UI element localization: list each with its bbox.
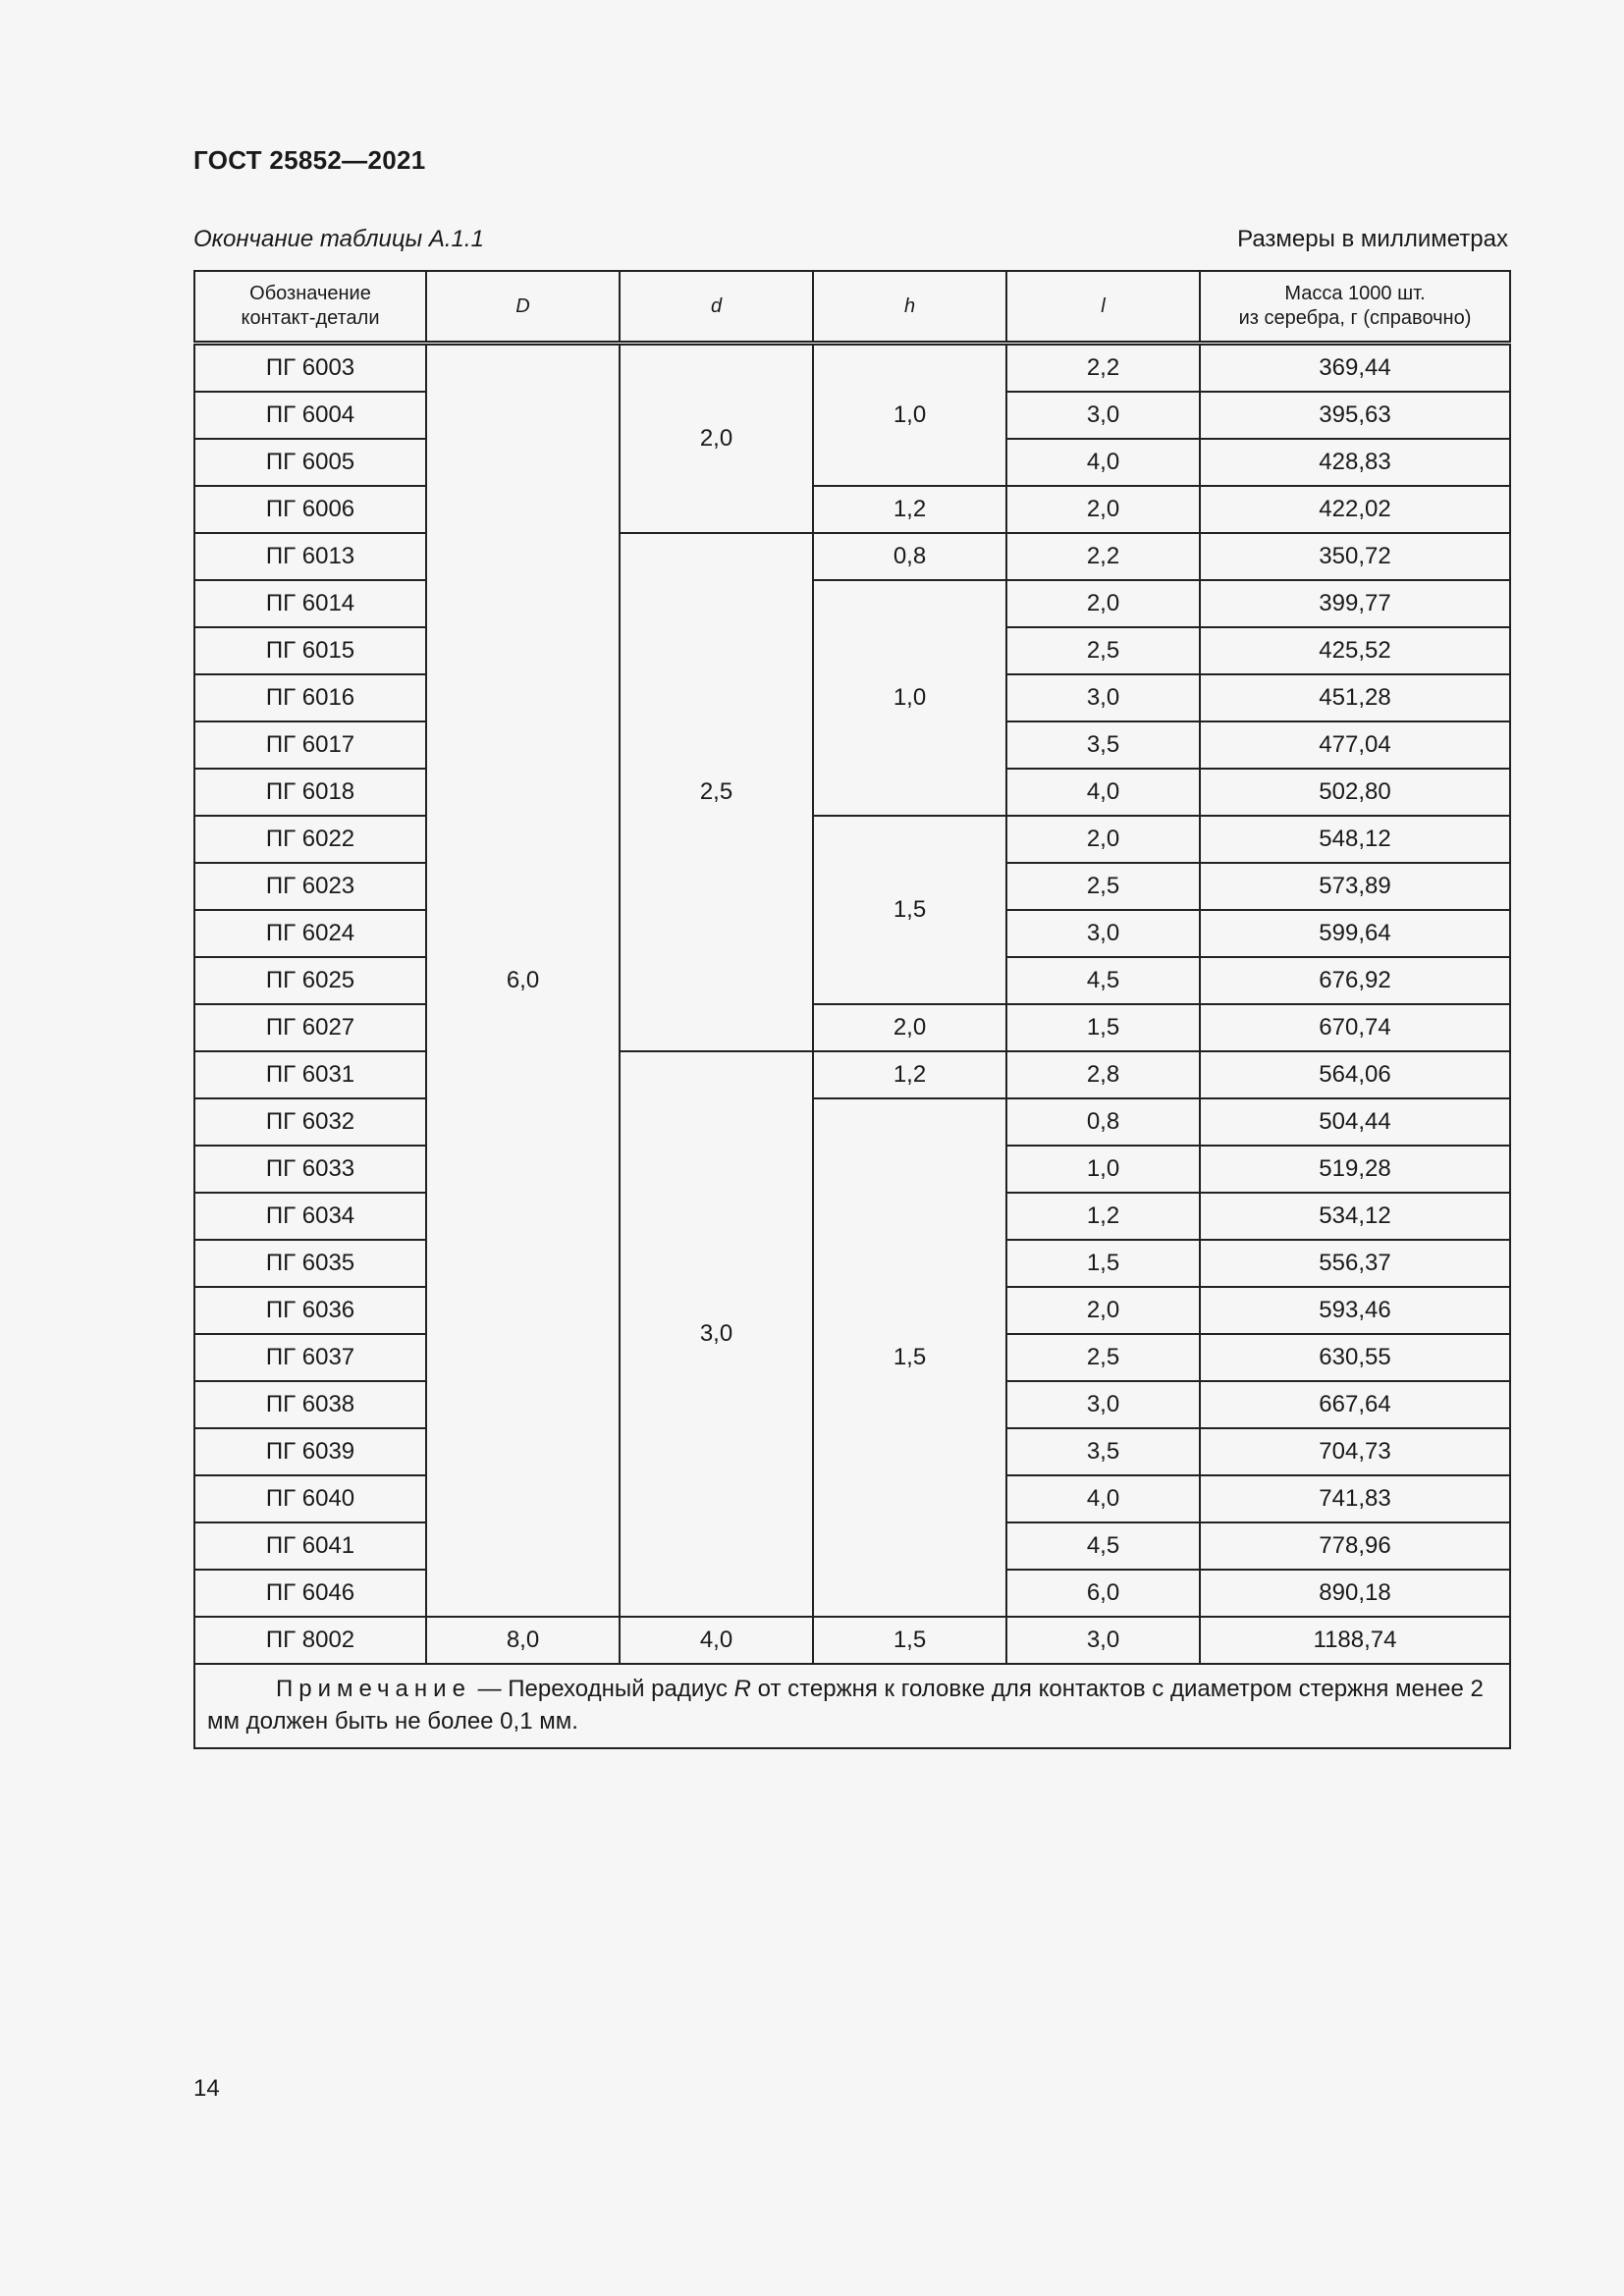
table-row [194, 1617, 1510, 1664]
note-variable: R [733, 1676, 752, 1702]
cell-l: 1,2 [1006, 1193, 1200, 1240]
cell-mass: 548,12 [1200, 816, 1510, 863]
column-header-h: h [813, 271, 1006, 344]
cell-mass: 399,77 [1200, 580, 1510, 627]
table-row [194, 533, 1510, 580]
table-row [194, 486, 1510, 533]
specification-table [193, 270, 1511, 1749]
table-row [194, 1004, 1510, 1051]
cell-mass: 599,64 [1200, 910, 1510, 957]
cell-h: 1,2 [813, 486, 1006, 533]
cell-l: 1,0 [1006, 1146, 1200, 1193]
cell-h: 0,8 [813, 533, 1006, 580]
cell-mass: 451,28 [1200, 674, 1510, 721]
cell-h: 1,0 [813, 580, 1006, 816]
cell-mass: 556,37 [1200, 1240, 1510, 1287]
cell-designation: ПГ 6025 [194, 957, 426, 1004]
cell-designation: ПГ 6031 [194, 1051, 426, 1098]
cell-designation: ПГ 6022 [194, 816, 426, 863]
cell-mass: 670,74 [1200, 1004, 1510, 1051]
cell-l: 4,5 [1006, 957, 1200, 1004]
cell-mass: 573,89 [1200, 863, 1510, 910]
table-row [194, 580, 1510, 627]
column-header-designation [194, 271, 426, 344]
cell-l: 3,0 [1006, 1617, 1200, 1664]
cell-l: 2,8 [1006, 1051, 1200, 1098]
cell-designation: ПГ 6034 [194, 1193, 426, 1240]
cell-mass: 369,44 [1200, 344, 1510, 393]
page-number: 14 [193, 2075, 220, 2102]
cell-mass: 425,52 [1200, 627, 1510, 674]
cell-designation: ПГ 8002 [194, 1617, 426, 1664]
cell-l: 3,0 [1006, 910, 1200, 957]
cell-d: 3,0 [620, 1051, 813, 1617]
cell-l: 1,5 [1006, 1004, 1200, 1051]
table-continuation-caption: Окончание таблицы А.1.1 [193, 226, 484, 252]
cell-D: 8,0 [426, 1617, 620, 1664]
cell-l: 2,0 [1006, 1287, 1200, 1334]
cell-D: 6,0 [426, 344, 620, 1618]
cell-designation: ПГ 6015 [194, 627, 426, 674]
cell-l: 3,5 [1006, 1428, 1200, 1475]
cell-mass: 504,44 [1200, 1098, 1510, 1146]
specification-table-container [193, 270, 1511, 1749]
cell-d: 2,5 [620, 533, 813, 1051]
column-header-mass [1200, 271, 1510, 344]
cell-l: 3,0 [1006, 392, 1200, 439]
cell-designation: ПГ 6014 [194, 580, 426, 627]
cell-mass: 422,02 [1200, 486, 1510, 533]
document-title: ГОСТ 25852—2021 [193, 145, 426, 175]
cell-mass: 676,92 [1200, 957, 1510, 1004]
note-heading: Примечание [276, 1676, 471, 1702]
cell-mass: 593,46 [1200, 1287, 1510, 1334]
cell-l: 2,5 [1006, 1334, 1200, 1381]
cell-mass: 778,96 [1200, 1522, 1510, 1570]
table-row [194, 1051, 1510, 1098]
cell-designation: ПГ 6046 [194, 1570, 426, 1617]
cell-d: 2,0 [620, 344, 813, 534]
cell-designation: ПГ 6037 [194, 1334, 426, 1381]
cell-l: 4,0 [1006, 769, 1200, 816]
cell-l: 3,0 [1006, 674, 1200, 721]
cell-designation: ПГ 6013 [194, 533, 426, 580]
cell-mass: 477,04 [1200, 721, 1510, 769]
table-row [194, 344, 1510, 393]
cell-l: 3,0 [1006, 1381, 1200, 1428]
cell-mass: 534,12 [1200, 1193, 1510, 1240]
cell-designation: ПГ 6040 [194, 1475, 426, 1522]
cell-l: 2,5 [1006, 627, 1200, 674]
cell-h: 1,5 [813, 816, 1006, 1004]
cell-l: 2,5 [1006, 863, 1200, 910]
cell-h: 1,0 [813, 344, 1006, 487]
cell-l: 0,8 [1006, 1098, 1200, 1146]
column-header-D: D [426, 271, 620, 344]
cell-h: 1,5 [813, 1617, 1006, 1664]
header-text: Обозначение [249, 283, 371, 304]
cell-h: 1,5 [813, 1098, 1006, 1617]
cell-designation: ПГ 6032 [194, 1098, 426, 1146]
cell-designation: ПГ 6003 [194, 344, 426, 393]
cell-mass: 350,72 [1200, 533, 1510, 580]
cell-l: 4,0 [1006, 439, 1200, 486]
cell-l: 4,0 [1006, 1475, 1200, 1522]
note-text: — Переходный радиус [470, 1676, 734, 1702]
cell-designation: ПГ 6027 [194, 1004, 426, 1051]
cell-designation: ПГ 6035 [194, 1240, 426, 1287]
cell-l: 2,2 [1006, 533, 1200, 580]
header-text: из серебра, г (справочно) [1238, 307, 1472, 329]
header-text: Масса 1000 шт. [1284, 283, 1426, 304]
cell-mass: 564,06 [1200, 1051, 1510, 1098]
cell-mass: 890,18 [1200, 1570, 1510, 1617]
cell-designation: ПГ 6018 [194, 769, 426, 816]
table-note [194, 1664, 1510, 1748]
cell-h: 1,2 [813, 1051, 1006, 1098]
cell-designation: ПГ 6017 [194, 721, 426, 769]
header-text: контакт-детали [241, 307, 380, 329]
cell-l: 2,0 [1006, 486, 1200, 533]
cell-mass: 428,83 [1200, 439, 1510, 486]
table-row [194, 1098, 1510, 1146]
cell-d: 4,0 [620, 1617, 813, 1664]
column-header-l: l [1006, 271, 1200, 344]
cell-designation: ПГ 6038 [194, 1381, 426, 1428]
cell-mass: 704,73 [1200, 1428, 1510, 1475]
cell-l: 6,0 [1006, 1570, 1200, 1617]
cell-l: 3,5 [1006, 721, 1200, 769]
cell-mass: 395,63 [1200, 392, 1510, 439]
cell-mass: 630,55 [1200, 1334, 1510, 1381]
cell-designation: ПГ 6036 [194, 1287, 426, 1334]
note-text: от стержня к головке для контактов с диаметром стержня менее 2 мм должен быть не более 0,1 мм. [207, 1676, 1484, 1735]
cell-l: 2,2 [1006, 344, 1200, 393]
cell-designation: ПГ 6023 [194, 863, 426, 910]
table-header-row [194, 271, 1510, 344]
cell-designation: ПГ 6024 [194, 910, 426, 957]
column-header-d: d [620, 271, 813, 344]
cell-designation: ПГ 6041 [194, 1522, 426, 1570]
cell-designation: ПГ 6004 [194, 392, 426, 439]
cell-designation: ПГ 6016 [194, 674, 426, 721]
cell-mass: 1188,74 [1200, 1617, 1510, 1664]
cell-designation: ПГ 6039 [194, 1428, 426, 1475]
cell-l: 2,0 [1006, 580, 1200, 627]
cell-mass: 741,83 [1200, 1475, 1510, 1522]
cell-designation: ПГ 6005 [194, 439, 426, 486]
cell-l: 4,5 [1006, 1522, 1200, 1570]
cell-designation: ПГ 6033 [194, 1146, 426, 1193]
units-caption: Размеры в миллиметрах [1237, 226, 1508, 252]
cell-mass: 502,80 [1200, 769, 1510, 816]
cell-l: 2,0 [1006, 816, 1200, 863]
table-row [194, 816, 1510, 863]
cell-mass: 519,28 [1200, 1146, 1510, 1193]
cell-h: 2,0 [813, 1004, 1006, 1051]
cell-mass: 667,64 [1200, 1381, 1510, 1428]
cell-designation: ПГ 6006 [194, 486, 426, 533]
cell-l: 1,5 [1006, 1240, 1200, 1287]
table-note-row [194, 1664, 1510, 1748]
